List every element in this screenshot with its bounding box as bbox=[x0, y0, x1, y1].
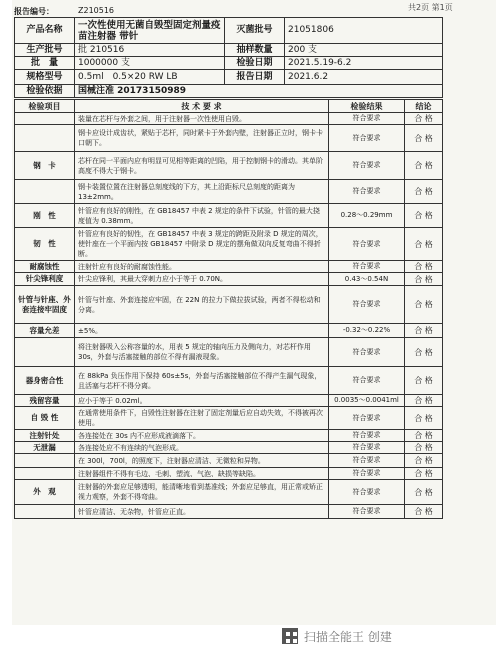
table-row bbox=[15, 395, 443, 407]
row-result: 符合要求 bbox=[329, 152, 405, 180]
sterilization-batch-label: 灭菌批号 bbox=[225, 18, 285, 44]
row-requirement: 在 300l，700l，的照度下，注射器应清洁、无微粒和异物。 bbox=[75, 454, 329, 468]
table-body bbox=[15, 113, 443, 519]
table-row bbox=[15, 180, 443, 204]
row-conclusion: 合 格 bbox=[405, 204, 443, 228]
row-conclusion: 合 格 bbox=[405, 152, 443, 180]
table-row bbox=[15, 228, 443, 261]
row-result: 符合要求 bbox=[329, 442, 405, 454]
row-requirement: 针尖应锋利，其最大穿刺力应小于等于 0.70N。 bbox=[75, 273, 329, 286]
table-row bbox=[15, 367, 443, 395]
production-batch-label: 生产批号 bbox=[15, 44, 75, 57]
row-conclusion: 合 格 bbox=[405, 273, 443, 286]
sterilization-batch: 21051806 bbox=[285, 18, 443, 44]
col-result-header: 检验结果 bbox=[329, 100, 405, 113]
table-header-row bbox=[15, 100, 443, 113]
row-requirement: 针管应有良好的刚性，在 GB18457 中表 2 规定的条件下试验，针管的最大挠度值为 0.38mm。 bbox=[75, 204, 329, 228]
row-conclusion: 合 格 bbox=[405, 125, 443, 152]
table-row bbox=[15, 273, 443, 286]
page-note: 共2页 第1页 bbox=[408, 3, 453, 12]
row-result: 符合要求 bbox=[329, 454, 405, 468]
basis-label: 检验依据 bbox=[15, 85, 75, 98]
col-req-header: 技 术 要 求 bbox=[75, 100, 329, 113]
batch-qty: 1000000 支 bbox=[75, 57, 225, 70]
row-conclusion: 合 格 bbox=[405, 324, 443, 338]
row-conclusion: 合 格 bbox=[405, 407, 443, 430]
table-row bbox=[15, 407, 443, 430]
row-conclusion: 合 格 bbox=[405, 442, 443, 454]
row-result: 符合要求 bbox=[329, 505, 405, 519]
table-row bbox=[15, 125, 443, 152]
report-number: Z210516 bbox=[78, 6, 115, 15]
row-requirement: 各连接处应不有连续的气泡形成。 bbox=[75, 442, 329, 454]
row-item: 注射针处 bbox=[15, 430, 75, 442]
table-row bbox=[15, 468, 443, 480]
report-date-label: 报告日期 bbox=[225, 70, 285, 85]
row-conclusion: 合 格 bbox=[405, 228, 443, 261]
production-batch: 批 210516 bbox=[75, 44, 225, 57]
row-result: 符合要求 bbox=[329, 480, 405, 505]
table-row bbox=[15, 324, 443, 338]
row-requirement: 装量在芯杆与外套之间，用于注射器一次性使用自毁。 bbox=[75, 113, 329, 125]
row-result: 符合要求 bbox=[329, 180, 405, 204]
row-conclusion: 合 格 bbox=[405, 338, 443, 367]
row-result: 0.28～0.29mm bbox=[329, 204, 405, 228]
row-item: 刚 性 bbox=[15, 204, 75, 228]
watermark-text: 扫描全能王 创建 bbox=[304, 630, 392, 644]
row-item bbox=[15, 180, 75, 204]
row-item: 耐腐蚀性 bbox=[15, 261, 75, 273]
table-row bbox=[15, 204, 443, 228]
row-result: 符合要求 bbox=[329, 338, 405, 367]
row-result: 0.0035～0.0041ml bbox=[329, 395, 405, 407]
row-item: 容量允差 bbox=[15, 324, 75, 338]
row-result: 符合要求 bbox=[329, 261, 405, 273]
row-requirement: 在 88kPa 负压作用下保持 60s±5s，外套与活塞接触部位不得产生漏气现象，且活塞与芯杆不得分离。 bbox=[75, 367, 329, 395]
row-requirement: 钢卡应设计成齿状，紧贴于芯杆，同时紧卡于外套内壁，注射器正立时，钢卡卡口朝下。 bbox=[75, 125, 329, 152]
row-item bbox=[15, 454, 75, 468]
row-item: 针尖锋利度 bbox=[15, 273, 75, 286]
table-row bbox=[15, 505, 443, 519]
table-row bbox=[15, 286, 443, 324]
row-result: 符合要求 bbox=[329, 407, 405, 430]
report-paper bbox=[12, 0, 496, 625]
test-date: 2021.5.19-6.2 bbox=[285, 57, 443, 70]
row-result: 符合要求 bbox=[329, 286, 405, 324]
row-result: 符合要求 bbox=[329, 430, 405, 442]
row-item bbox=[15, 505, 75, 519]
row-item: 器身密合性 bbox=[15, 367, 75, 395]
table-row bbox=[15, 454, 443, 468]
basis: 国械注准 20173150989 bbox=[75, 85, 443, 98]
row-conclusion: 合 格 bbox=[405, 505, 443, 519]
row-item bbox=[15, 338, 75, 367]
row-requirement: 针管与针座、外套连接应牢固，在 22N 的拉力下做拉拔试验，两者不得松动和分离。 bbox=[75, 286, 329, 324]
table-row bbox=[15, 430, 443, 442]
qr-code-icon bbox=[282, 628, 298, 644]
row-item: 无泄漏 bbox=[15, 442, 75, 454]
row-requirement: 注射器的外套应足够透明，能清晰地看到基准线；外套应足够直，用正常或矫正视力观察，外套不得弯曲。 bbox=[75, 480, 329, 505]
row-conclusion: 合 格 bbox=[405, 454, 443, 468]
test-results-table bbox=[14, 99, 443, 519]
table-row bbox=[15, 261, 443, 273]
product-name: 一次性使用无菌自毁型固定剂量疫苗注射器 带针 bbox=[75, 18, 225, 44]
row-requirement: 应小于等于 0.02ml。 bbox=[75, 395, 329, 407]
batch-qty-label: 批 量 bbox=[15, 57, 75, 70]
col-item-header: 检验项目 bbox=[15, 100, 75, 113]
row-conclusion: 合 格 bbox=[405, 395, 443, 407]
row-item: 针管与针座、外套连接牢固度 bbox=[15, 286, 75, 324]
table-row bbox=[15, 152, 443, 180]
row-requirement: 将注射器吸入公称容量的水，用表 5 规定的轴向压力及侧向力，对芯杆作用 30s，外套与活塞接触的部位不得有漏液现象。 bbox=[75, 338, 329, 367]
row-item bbox=[15, 113, 75, 125]
row-conclusion: 合 格 bbox=[405, 261, 443, 273]
row-requirement: 针管应有良好的韧性，在 GB18457 中表 3 规定的跨距及附录 D 规定的周次，使针座在一个平面内按 GB18457 中附录 D 规定的摆角做双向反复弯曲不得折断。 bbox=[75, 228, 329, 261]
test-date-label: 检验日期 bbox=[225, 57, 285, 70]
row-result: -0.32～0.22% bbox=[329, 324, 405, 338]
row-item: 外 观 bbox=[15, 480, 75, 505]
row-conclusion: 合 格 bbox=[405, 480, 443, 505]
table-row bbox=[15, 480, 443, 505]
row-requirement: ±5%。 bbox=[75, 324, 329, 338]
product-info-table bbox=[14, 17, 443, 98]
sample-qty: 200 支 bbox=[285, 44, 443, 57]
row-requirement: 在通常使用条件下，自毁性注射器在注射了固定剂量后应自动失效，不得被再次使用。 bbox=[75, 407, 329, 430]
row-result: 符合要求 bbox=[329, 468, 405, 480]
row-conclusion: 合 格 bbox=[405, 180, 443, 204]
row-requirement: 钢卡装置位置在注射器总刻度线的下方，其上沿距标尺总刻度的距离为 13±2mm。 bbox=[75, 180, 329, 204]
row-requirement: 注射针应有良好的耐腐蚀性能。 bbox=[75, 261, 329, 273]
row-requirement: 各连接处在 30s 内不应形成液滴落下。 bbox=[75, 430, 329, 442]
row-item: 韧 性 bbox=[15, 228, 75, 261]
row-requirement: 芯杆在同一平面内应有明显可见相等距离的凹陷，用于控制钢卡的滑动。其单阶高度不得大于钢卡。 bbox=[75, 152, 329, 180]
row-conclusion: 合 格 bbox=[405, 430, 443, 442]
row-item: 钢 卡 bbox=[15, 152, 75, 180]
sample-qty-label: 抽样数量 bbox=[225, 44, 285, 57]
report-date: 2021.6.2 bbox=[285, 70, 443, 85]
row-item bbox=[15, 125, 75, 152]
row-conclusion: 合 格 bbox=[405, 113, 443, 125]
row-conclusion: 合 格 bbox=[405, 286, 443, 324]
table-row bbox=[15, 113, 443, 125]
table-row bbox=[15, 442, 443, 454]
row-result: 符合要求 bbox=[329, 125, 405, 152]
row-result: 符合要求 bbox=[329, 113, 405, 125]
spec: 0.5ml 0.5×20 RW LB bbox=[75, 70, 225, 85]
spec-label: 规格型号 bbox=[15, 70, 75, 85]
row-item: 自 毁 性 bbox=[15, 407, 75, 430]
row-item: 残留容量 bbox=[15, 395, 75, 407]
row-result: 符合要求 bbox=[329, 367, 405, 395]
row-conclusion: 合 格 bbox=[405, 367, 443, 395]
report-number-label: 报告编号： bbox=[14, 7, 54, 16]
product-name-label: 产品名称 bbox=[15, 18, 75, 44]
row-item bbox=[15, 468, 75, 480]
row-conclusion: 合 格 bbox=[405, 468, 443, 480]
row-requirement: 注射器组件不得有毛边、毛刺、塑流、气泡、缺损等缺陷。 bbox=[75, 468, 329, 480]
row-result: 0.43～0.54N bbox=[329, 273, 405, 286]
col-conclusion-header: 结论 bbox=[405, 100, 443, 113]
table-row bbox=[15, 338, 443, 367]
row-result: 符合要求 bbox=[329, 228, 405, 261]
row-requirement: 针管应清洁、无杂物，针管应正直。 bbox=[75, 505, 329, 519]
